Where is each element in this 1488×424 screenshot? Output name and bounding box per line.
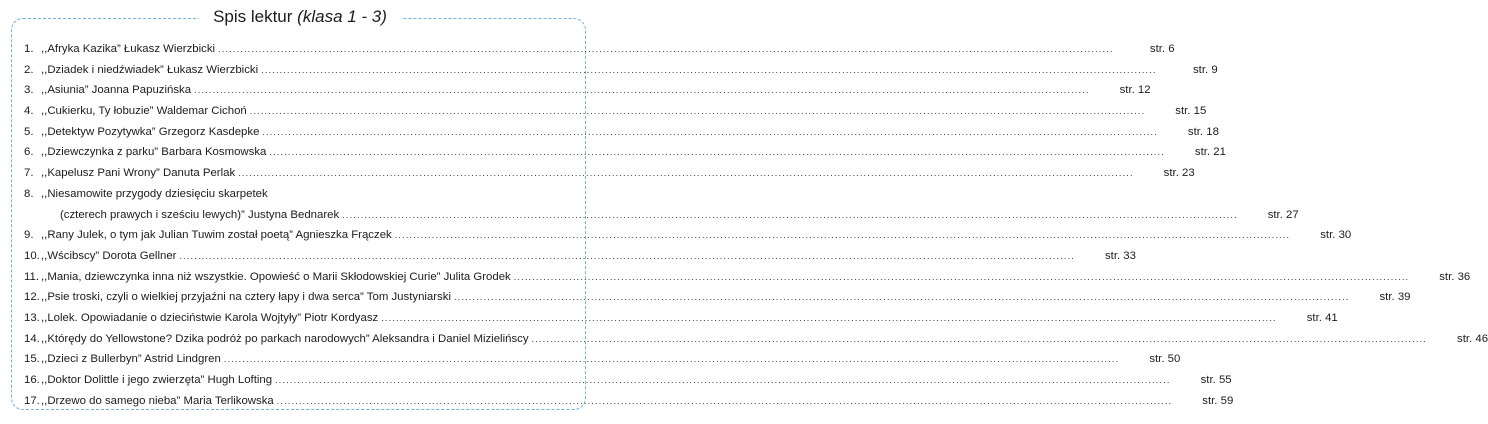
list-item-entry: [41, 163, 1155, 184]
dot-leader: [269, 142, 1179, 163]
page-title-text: [199, 7, 401, 26]
list-item-page: str. 12: [1119, 84, 1151, 97]
list-item-title: ,,Kapelusz Pani Wrony” Danuta Perlak: [41, 167, 236, 180]
dot-leader: [250, 101, 1160, 122]
list-item: [24, 225, 1352, 246]
list-item: [24, 391, 1234, 412]
list-item: [24, 370, 1232, 391]
list-item-number: 2.: [24, 63, 34, 76]
list-item-title: ,,Dzieci z Bullerbyn” Astrid Lindgren: [41, 353, 221, 366]
list-item-title: ,,Detektyw Pozytywka” Grzegorz Kasdepke: [41, 125, 260, 138]
list-item: [24, 184, 580, 205]
list-item: [24, 308, 1338, 329]
list-item-page: str. 15: [1175, 105, 1207, 118]
list-item-title-continuation: (czterech prawych i sześciu lewych)” Justyna Bednarek: [60, 208, 340, 221]
dot-leader: [395, 225, 1305, 246]
list-item: [24, 163, 1195, 184]
list-item: [24, 349, 1181, 370]
list-item-number: 6.: [24, 146, 34, 159]
list-item-title: ,,Afryka Kazika” Łukasz Wierzbicki: [41, 43, 216, 55]
list-item-page: str. 27: [1267, 208, 1299, 221]
list-item-number: 1.: [24, 43, 34, 55]
list-item-entry: [41, 142, 1186, 163]
list-item-number: 11.: [24, 270, 39, 283]
list-item: [24, 60, 1218, 81]
dot-leader: [342, 205, 1252, 226]
dot-leader: [275, 370, 1185, 391]
list-item-title: ,,Wścibscy” Dorota Gellner: [41, 249, 177, 262]
list-item-page: str. 50: [1149, 353, 1181, 366]
dot-leader: [261, 60, 1171, 81]
list-item-page: str. 36: [1439, 270, 1471, 283]
list-item: [24, 101, 1207, 122]
page-title: [0, 5, 600, 29]
list-item-number: 17.: [24, 394, 40, 407]
list-item-number: 14.: [24, 332, 40, 345]
list-item-entry: [41, 80, 1111, 101]
list-item-page: str. 39: [1379, 291, 1411, 304]
list-item-title: ,,Doktor Dolittle i jego zwierzęta” Hugh Lofting: [41, 374, 273, 386]
list-item-entry: [41, 39, 1135, 60]
list-item-number: 10.: [24, 249, 40, 262]
dot-leader: [262, 122, 1172, 143]
list-item-entry: [41, 287, 1371, 308]
list-item-title: ,,Lolek. Opowiadanie o dzieciństwie Karola Wojtyły” Piotr Kordyasz: [41, 311, 379, 324]
list-item-title: ,,Asiunia” Joanna Papuzińska: [41, 84, 192, 97]
list-item-entry: [41, 329, 1448, 350]
list-item-entry: [41, 225, 1311, 246]
list-item-title: ,,Dziadek i niedźwiadek” Łukasz Wierzbicki: [41, 63, 259, 76]
list-item-title: ,,Niesamowite przygody dziesięciu skarpetek: [41, 187, 268, 200]
list-item-page: str. 59: [1202, 394, 1234, 407]
list-item: [24, 80, 1151, 101]
dot-leader: [381, 308, 1291, 329]
list-item-page: str. 33: [1104, 249, 1136, 262]
list-item-number: 16.: [24, 374, 40, 386]
list-item: [24, 142, 1226, 163]
list-item: [24, 267, 1471, 288]
reading-list: [24, 39, 1488, 411]
list-item-page: str. 23: [1163, 167, 1195, 180]
list-item-page: str. 18: [1187, 125, 1219, 138]
list-item-title: ,,Cukierku, Ty łobuzie” Waldemar Cichoń: [41, 105, 247, 118]
list-item-entry: [41, 349, 1140, 370]
list-item-number: 4.: [24, 105, 34, 118]
list-item: [24, 246, 1136, 267]
list-item-page: str. 41: [1306, 311, 1338, 324]
list-item-page: str. 6: [1149, 43, 1175, 55]
dot-leader: [224, 349, 1134, 370]
list-item-entry: [41, 391, 1193, 412]
list-item: [24, 329, 1488, 350]
title-main: Spis lektur: [213, 7, 293, 26]
list-item-entry: [41, 184, 580, 205]
dot-leader: [454, 287, 1364, 308]
list-item-entry: [41, 60, 1178, 81]
list-item-number: 7.: [24, 167, 34, 180]
list-item-entry: [41, 205, 1259, 226]
list-item-number: 15.: [24, 353, 40, 366]
list-item-number: 5.: [24, 125, 34, 138]
dot-leader: [514, 267, 1424, 288]
list-item-title: ,,Mania, dziewczynka inna niż wszystkie. Opowieść o Marii Skłodowskiej Curie” Julita Grodek: [41, 270, 511, 283]
list-item-page: str. 9: [1192, 63, 1218, 76]
list-item-entry: [41, 122, 1179, 143]
dot-leader: [277, 391, 1187, 412]
list-item-entry: [41, 308, 1298, 329]
list-item-continuation: [24, 205, 1299, 226]
list-item-number: 9.: [24, 229, 34, 242]
list-item-title: ,,Którędy do Yellowstone? Dzika podróż po parkach narodowych” Aleksandra i Daniel Mizielińscy: [41, 332, 529, 345]
dot-leader: [218, 39, 1128, 60]
list-item-number: 8.: [24, 187, 34, 200]
list-item-title: ,,Psie troski, czyli o wielkiej przyjaźni na cztery łapy i dwa serca” Tom Justyniarski: [41, 291, 451, 304]
list-item-entry: [41, 101, 1166, 122]
list-item-entry: [41, 246, 1096, 267]
dot-leader: [179, 246, 1089, 267]
list-item-page: str. 46: [1457, 332, 1488, 345]
list-item-page: str. 30: [1320, 229, 1352, 242]
list-item: [24, 122, 1219, 143]
list-item-page: str. 55: [1200, 374, 1232, 386]
dot-leader: [532, 329, 1442, 350]
list-item-page: str. 21: [1194, 146, 1226, 159]
list-item: [24, 287, 1411, 308]
list-item-title: ,,Rany Julek, o tym jak Julian Tuwim został poetą” Agnieszka Frączek: [41, 229, 392, 242]
list-item-title: ,,Dziewczynka z parku” Barbara Kosmowska: [41, 146, 267, 159]
list-item-entry: [41, 370, 1192, 391]
title-grade-range: (klasa 1 - 3): [297, 7, 387, 26]
list-item: [24, 39, 1175, 60]
list-item-title: ,,Drzewo do samego nieba” Maria Terlikowska: [41, 394, 274, 407]
dot-leader: [194, 80, 1104, 101]
list-item-number: 13.: [24, 311, 40, 324]
list-item-number: 3.: [24, 84, 34, 97]
list-item-number: 12.: [24, 291, 40, 304]
list-item-entry: [41, 267, 1430, 288]
dot-leader: [238, 163, 1148, 184]
